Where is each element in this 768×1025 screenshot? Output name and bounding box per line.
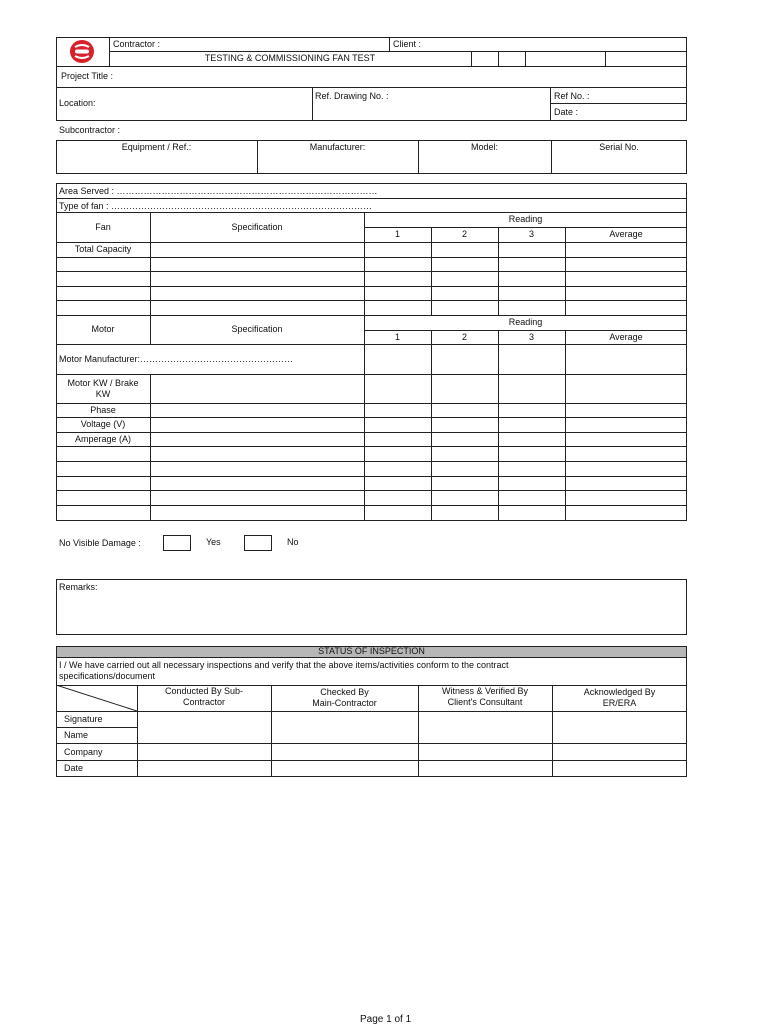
amperage-label: Amperage (A)	[74, 434, 132, 444]
col-witness-1: Witness & Verified By	[441, 686, 529, 696]
date-label: Date :	[554, 107, 579, 117]
company-logo-icon	[69, 39, 95, 64]
ref-drawing-label: Ref. Drawing No. :	[315, 91, 389, 101]
type-of-fan: Type of fan : ……………………………………………………………………………	[59, 201, 373, 211]
ref-no-label: Ref No. :	[554, 91, 590, 101]
divider	[552, 685, 553, 777]
row-company: Company	[64, 747, 103, 757]
motor-col-header: Motor	[91, 324, 115, 334]
fan-col-3: 3	[528, 229, 534, 239]
remarks-box[interactable]	[56, 579, 687, 635]
divider	[56, 198, 687, 199]
divider	[605, 51, 606, 66]
phase-label: Phase	[90, 405, 116, 415]
motor-col-1: 1	[394, 332, 400, 342]
row-date: Date	[64, 763, 84, 773]
divider	[565, 227, 566, 315]
area-served: Area Served : ……………………………………………………………………………	[59, 186, 378, 196]
row-name: Name	[64, 730, 89, 740]
col-conducted-1: Conducted By Sub-	[164, 686, 244, 696]
col-conducted-2: Contractor	[182, 697, 226, 707]
motor-spec-header: Specification	[231, 324, 283, 334]
subcontractor-label: Subcontractor :	[59, 125, 121, 135]
no-checkbox[interactable]	[244, 535, 272, 551]
serial-label: Serial No.	[599, 142, 639, 152]
divider	[56, 760, 687, 761]
divider	[389, 37, 390, 51]
no-label: No	[287, 537, 299, 547]
divider	[150, 374, 151, 521]
motor-col-2: 2	[461, 332, 467, 342]
divider	[56, 344, 687, 345]
divider	[364, 315, 365, 521]
total-capacity-label: Total Capacity	[74, 244, 132, 254]
divider	[550, 87, 551, 121]
fan-col-header: Fan	[95, 222, 111, 232]
status-statement-2: specifications/document	[59, 671, 156, 681]
project-title-label: Project Title :	[61, 71, 114, 81]
status-statement-1: I / We have carried out all necessary inspections and verify that the above items/activities conform to the contract	[59, 660, 509, 670]
diagonal-line	[56, 685, 137, 711]
divider	[56, 743, 687, 744]
status-heading: STATUS OF INSPECTION	[318, 646, 425, 656]
divider	[498, 330, 499, 521]
col-checked-2: Main-Contractor	[312, 698, 377, 708]
form-title: TESTING & COMMISSIONING FAN TEST	[204, 53, 376, 63]
yes-label: Yes	[206, 537, 221, 547]
divider	[498, 51, 499, 66]
col-witness-2: Client's Consultant	[447, 697, 523, 707]
fan-reading-header: Reading	[508, 214, 543, 224]
divider	[56, 657, 687, 658]
motor-kw-label-1: Motor KW / Brake	[67, 378, 139, 388]
client-label: Client :	[393, 39, 422, 49]
divider	[137, 685, 138, 777]
divider	[56, 711, 687, 712]
divider	[431, 330, 432, 521]
model-label: Model:	[470, 142, 498, 152]
divider	[56, 727, 137, 728]
contractor-label: Contractor :	[113, 39, 161, 49]
divider	[471, 51, 472, 66]
col-acknowledged-1: Acknowledged By	[583, 687, 656, 697]
remarks-label: Remarks:	[59, 582, 98, 592]
motor-reading-header: Reading	[508, 317, 543, 327]
page-number: Page 1 of 1	[360, 1014, 412, 1025]
divider	[550, 103, 687, 104]
motor-col-average: Average	[609, 332, 643, 342]
divider	[109, 51, 687, 52]
motor-kw-label-2: KW	[95, 389, 111, 399]
yes-checkbox[interactable]	[163, 535, 191, 551]
voltage-label: Voltage (V)	[80, 419, 126, 429]
manufacturer-label: Manufacturer:	[309, 142, 366, 152]
motor-col-3: 3	[528, 332, 534, 342]
divider	[364, 330, 687, 331]
divider	[271, 685, 272, 777]
fan-col-1: 1	[394, 229, 400, 239]
fan-col-2: 2	[461, 229, 467, 239]
fan-spec-header: Specification	[231, 222, 283, 232]
col-checked-1: Checked By	[320, 687, 369, 697]
no-visible-damage-label: No Visible Damage :	[59, 538, 141, 548]
divider	[364, 227, 687, 228]
divider	[56, 87, 687, 88]
col-acknowledged-2: ER/ERA	[602, 698, 637, 708]
divider	[525, 51, 526, 66]
location-label: Location:	[59, 98, 96, 108]
equipment-label: Equipment / Ref.:	[121, 142, 192, 152]
divider	[498, 227, 499, 315]
divider	[364, 212, 365, 315]
divider	[150, 212, 151, 315]
divider	[56, 66, 687, 67]
divider	[565, 330, 566, 521]
fan-col-average: Average	[609, 229, 643, 239]
divider	[312, 87, 313, 121]
divider	[418, 685, 419, 777]
divider	[431, 227, 432, 315]
row-signature: Signature	[64, 714, 103, 724]
divider	[150, 315, 151, 344]
motor-manufacturer-label: Motor Manufacturer:……………………………………………	[59, 354, 294, 364]
